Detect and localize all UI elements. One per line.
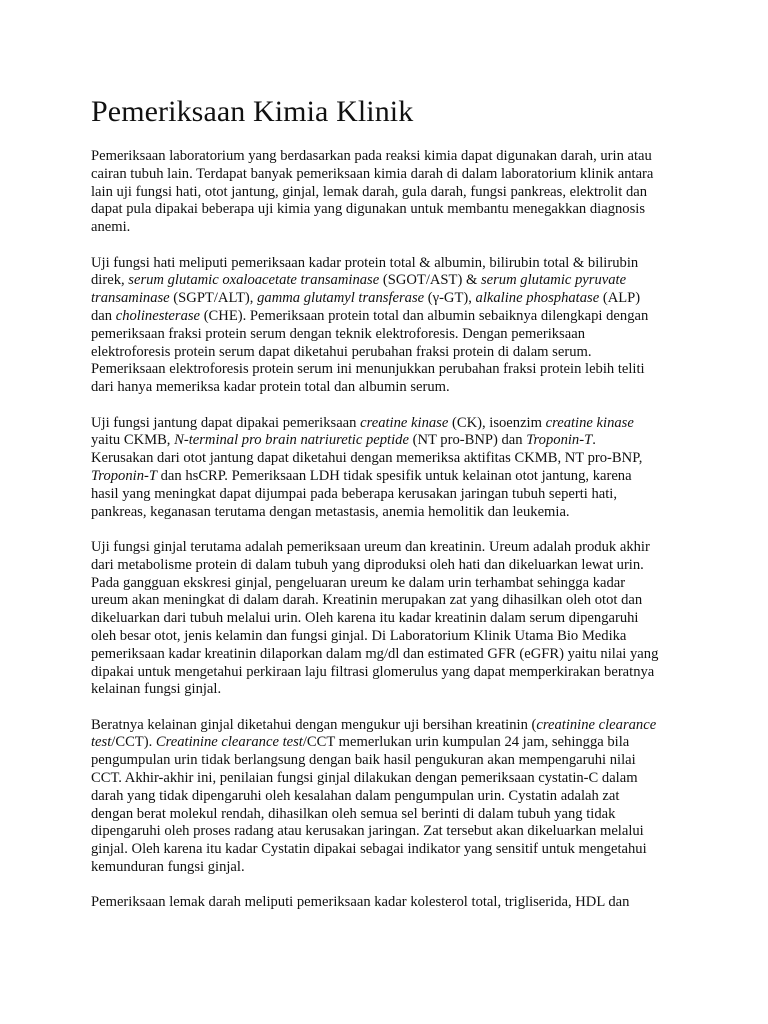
text-segment: /CCT). <box>111 734 156 751</box>
text-line <box>91 770 680 788</box>
text-line <box>91 717 680 735</box>
text-segment: ginjal. Oleh karena itu kadar Cystatin dipakai sebagai indikator yang sensitif untuk mengetahui <box>91 841 647 858</box>
text-line <box>91 201 680 219</box>
text-line <box>91 468 680 486</box>
text-line <box>91 628 680 646</box>
text-line <box>91 664 680 682</box>
italic-term: transaminase <box>91 290 170 307</box>
text-line <box>91 575 680 593</box>
text-line <box>91 504 680 522</box>
text-line <box>91 486 680 504</box>
text-segment: Uji fungsi jantung dapat dipakai pemeriksaan <box>91 414 361 431</box>
text-segment: dipakai untuk mengetahui perkiraan laju filtrasi glomerulus yang dapat memperkirakan beratnya <box>91 663 655 680</box>
text-segment: hasil yang meningkat dapat dijumpai pada beberapa kerusakan jaringan tubuh seperti hati, <box>91 485 618 502</box>
text-segment: dikeluarkan dari tubuh melalui urin. Oleh karena itu kadar kreatinin dalam serum dipengaruhi <box>91 610 639 627</box>
text-segment: dari metabolisme protein di dalam tubuh yang diproduksi oleh hati dan dikeluarkan lewat urin. <box>91 556 644 573</box>
italic-term: Troponin-T <box>91 467 157 484</box>
paragraph <box>91 415 680 522</box>
italic-term: test <box>91 734 112 751</box>
text-segment: Kerusakan dari otot jantung dapat diketahui dengan memeriksa aktifitas CKMB, NT pro-BNP, <box>91 450 643 467</box>
text-line <box>91 272 680 290</box>
text-line <box>91 752 680 770</box>
text-line <box>91 681 680 699</box>
text-line <box>91 823 680 841</box>
italic-term: N-terminal pro brain natriuretic peptide <box>174 432 409 449</box>
text-segment: Pemeriksaan elektroforesis protein serum ini menunjukkan perubahan fraksi protein lebih teliti <box>91 361 645 378</box>
text-line <box>91 166 680 184</box>
text-segment: Beratnya kelainan ginjal diketahui dengan mengukur uji bersihan kreatinin ( <box>91 716 537 733</box>
text-segment: direk, <box>91 272 129 289</box>
text-segment: (γ-GT), <box>424 290 476 307</box>
text-segment: dari hanya memeriksa kadar protein total dan albumin serum. <box>91 379 450 396</box>
text-line <box>91 894 680 912</box>
text-line <box>91 806 680 824</box>
text-line <box>91 379 680 397</box>
text-segment: elektroforesis protein serum dapat diketahui perubahan fraksi protein di dalam serum. <box>91 343 592 360</box>
italic-term: creatine kinase <box>360 414 449 431</box>
text-segment: pemeriksaan kadar kreatinin dilaporkan dalam mg/dl dan estimated GFR (eGFR) yaitu nilai yang <box>91 645 659 662</box>
text-line <box>91 788 680 806</box>
text-line <box>91 219 680 237</box>
text-segment: yaitu CKMB, <box>91 432 175 449</box>
text-segment: Uji fungsi ginjal terutama adalah pemeriksaan ureum dan kreatinin. Ureum adalah produk akhir <box>91 538 650 555</box>
text-line <box>91 592 680 610</box>
text-segment: lain uji fungsi hati, otot jantung, ginjal, lemak darah, gula darah, fungsi pankreas, elektrolit dan <box>91 183 648 200</box>
paragraph <box>91 539 680 699</box>
paragraph <box>91 255 680 397</box>
text-segment: . <box>592 432 596 449</box>
paragraph <box>91 894 680 912</box>
text-segment: Uji fungsi hati meliputi pemeriksaan kadar protein total & albumin, bilirubin total & bilirubin <box>91 254 639 271</box>
text-segment: ureum akan meningkat di dalam darah. Kreatinin merupakan zat yang dihasilkan oleh otot dan <box>91 592 643 609</box>
text-segment: (ALP) <box>599 290 641 307</box>
paragraph <box>91 717 680 877</box>
text-line <box>91 415 680 433</box>
text-segment: dipengaruhi oleh proses radang atau kerusakan jaringan. Zat tersebut akan dikeluarkan melalui <box>91 823 644 840</box>
text-segment: pemeriksaan fraksi protein serum dengan teknik elektroforesis. Dengan pemeriksaan <box>91 325 585 342</box>
paragraph <box>91 148 680 237</box>
text-line <box>91 539 680 557</box>
text-segment: dan hsCRP. Pemeriksaan LDH tidak spesifik untuk kelainan otot jantung, karena <box>156 467 632 484</box>
text-line <box>91 361 680 379</box>
page-title: Pemeriksaan Kimia Klinik <box>91 95 414 128</box>
text-line <box>91 557 680 575</box>
text-segment: Pemeriksaan lemak darah meliputi pemeriksaan kadar kolesterol total, trigliserida, HDL dan <box>91 894 630 911</box>
text-line <box>91 841 680 859</box>
italic-term: Troponin-T <box>526 432 593 449</box>
text-segment: dengan berat molekul rendah, dihasilkan oleh semua sel berinti di dalam tubuh yang tidak <box>91 805 616 822</box>
document-body <box>91 148 680 912</box>
document-page <box>91 95 680 930</box>
text-segment: cairan tubuh lain. Terdapat banyak pemeriksaan kimia darah di dalam laboratorium klinik antara <box>91 165 654 182</box>
text-line <box>91 326 680 344</box>
italic-term: cholinesterase <box>115 307 201 324</box>
text-segment: Pada gangguan ekskresi ginjal, pengeluaran ureum ke dalam urin terhambat sehingga kadar <box>91 574 626 591</box>
text-line <box>91 344 680 362</box>
italic-term: creatine kinase <box>545 414 634 431</box>
text-segment: Pemeriksaan laboratorium yang berdasarkan pada reaksi kimia dapat digunakan darah, urin atau <box>91 148 652 164</box>
text-line <box>91 432 680 450</box>
text-segment: (SGOT/AST) & <box>379 272 481 289</box>
text-line <box>91 610 680 628</box>
text-line <box>91 308 680 326</box>
text-segment: oleh besar otot, jenis kelamin dan fungsi ginjal. Di Laboratorium Klinik Utama Bio Medika <box>91 627 627 644</box>
text-segment: kemunduran fungsi ginjal. <box>91 859 245 876</box>
text-segment: /CCT memerlukan urin kumpulan 24 jam, sehingga bila <box>302 734 630 751</box>
text-line <box>91 184 680 202</box>
text-segment: (SGPT/ALT), <box>169 290 258 307</box>
text-segment: dapat pula dipakai beberapa uji kimia yang digunakan untuk membantu menegakkan diagnosis <box>91 201 645 218</box>
text-line <box>91 646 680 664</box>
italic-term: gamma glutamyl transferase <box>257 290 425 307</box>
text-segment: dan <box>91 307 116 324</box>
text-line <box>91 859 680 877</box>
italic-term: serum glutamic oxaloacetate transaminase <box>128 272 380 289</box>
text-line <box>91 450 680 468</box>
italic-term: Creatinine clearance test <box>155 734 303 751</box>
text-segment: pankreas, keganasan terutama dengan metastasis, anemia hemolitik dan leukemia. <box>91 503 570 520</box>
text-line <box>91 734 680 752</box>
text-line <box>91 255 680 273</box>
italic-term: alkaline phosphatase <box>475 290 600 307</box>
text-segment: (NT pro-BNP) dan <box>408 432 527 449</box>
text-segment: anemi. <box>91 219 131 236</box>
italic-term: serum glutamic pyruvate <box>480 272 627 289</box>
text-line <box>91 290 680 308</box>
text-segment: darah yang tidak dipengaruhi oleh kesalahan dalam pengumpulan urin. Cystatin adalah zat <box>91 787 620 804</box>
italic-term: creatinine clearance <box>536 716 657 733</box>
text-segment: pengumpulan urin tidak berlangsung dengan baik hasil pengukuran akan mempengaruhi nilai <box>91 752 636 769</box>
text-segment: kelainan fungsi ginjal. <box>91 681 222 698</box>
text-line <box>91 148 680 166</box>
text-segment: (CK), isoenzim <box>448 414 546 431</box>
text-segment: CCT. Akhir-akhir ini, penilaian fungsi ginjal dilakukan dengan pemeriksaan cystatin-C dalam <box>91 770 638 787</box>
text-segment: (CHE). Pemeriksaan protein total dan albumin sebaiknya dilengkapi dengan <box>200 307 649 324</box>
